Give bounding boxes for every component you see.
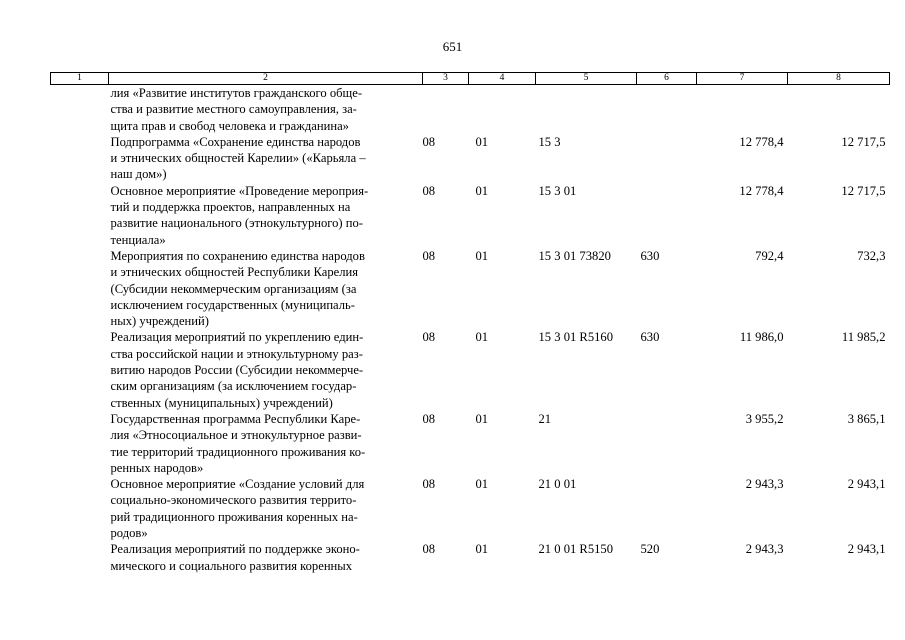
section-cell: 08 [422, 542, 436, 557]
section-cell: 08 [422, 477, 436, 492]
row-number-cell [51, 85, 109, 134]
row-name-line: (Субсидии некоммерческим организациям (за [110, 281, 357, 296]
amount-executed-cell [788, 85, 890, 134]
row-name-line: рий традиционного проживания коренных на- [110, 509, 358, 524]
row-name-cell [109, 411, 423, 476]
column-header-3: 3 [423, 73, 469, 85]
expense-type-cell: 520 [640, 542, 660, 557]
row-name-line: Основное мероприятие «Создание условий для [110, 477, 365, 492]
section-cell [423, 85, 469, 134]
row-number-cell [51, 134, 109, 183]
row-number-cell [51, 183, 109, 248]
row-name-line: лия «Развитие институтов гражданского обще- [110, 86, 363, 100]
amount-executed-cell: 732,3 [857, 248, 886, 263]
row-name-cell [109, 248, 423, 329]
budget-table [50, 72, 890, 574]
amount-approved-cell: 3 955,2 [745, 411, 784, 426]
row-name-line: тенциала» [110, 232, 166, 247]
subsection-cell [469, 85, 536, 134]
expense-type-cell [637, 183, 697, 248]
amount-approved-cell: 2 943,3 [745, 477, 784, 492]
amount-approved-cell: 792,4 [755, 248, 784, 263]
row-name-line: Реализация мероприятий по укреплению един- [110, 330, 364, 345]
expense-type-cell [637, 134, 697, 183]
row-name-cell [109, 476, 423, 541]
column-header-1: 1 [51, 73, 109, 85]
row-number-cell [51, 248, 109, 329]
target-code-cell: 21 0 01 R5150 [538, 542, 614, 557]
table-row [51, 541, 890, 574]
section-cell: 08 [422, 248, 436, 263]
table-header [51, 73, 890, 85]
expense-type-cell: 630 [640, 330, 660, 345]
section-cell: 08 [422, 183, 436, 198]
row-name-line: ственных (муниципальных) учреждений) [110, 395, 333, 410]
row-name-cell [109, 85, 423, 134]
section-cell: 08 [422, 411, 436, 426]
column-header-7: 7 [697, 73, 788, 85]
subsection-cell: 01 [475, 183, 489, 198]
subsection-cell: 01 [475, 330, 489, 345]
target-code-cell: 15 3 01 R5160 [538, 330, 614, 345]
section-cell: 08 [422, 134, 436, 149]
target-code-cell: 15 3 [538, 134, 561, 149]
target-code-cell: 21 0 01 [538, 477, 577, 492]
table-body [51, 85, 890, 574]
subsection-cell: 01 [475, 411, 489, 426]
row-name-line: ренных народов» [110, 460, 204, 475]
row-name-line: ных) учреждений) [110, 314, 209, 329]
row-number-cell [51, 329, 109, 410]
table-row [51, 248, 890, 329]
section-cell: 08 [422, 330, 436, 345]
column-number-row [51, 73, 890, 85]
row-name-line: Реализация мероприятий по поддержке эконо- [110, 542, 360, 557]
row-name-line: и этнических общностей Карелии» («Карьяла – [110, 151, 366, 166]
table-row [51, 85, 890, 134]
row-name-line: Подпрограмма «Сохранение единства народов [110, 134, 361, 149]
row-name-line: ства российской нации и этнокультурному раз- [110, 346, 363, 361]
row-name-line: развитие национального (этнокультурного) по- [110, 216, 363, 231]
column-header-6: 6 [637, 73, 697, 85]
amount-approved-cell: 2 943,3 [745, 542, 784, 557]
row-name-line: и этнических общностей Республики Карелия [110, 265, 359, 280]
row-name-line: тие территорий традиционного проживания ко- [110, 444, 366, 459]
expense-type-cell [637, 411, 697, 476]
column-header-2: 2 [109, 73, 423, 85]
amount-executed-cell: 3 865,1 [847, 411, 886, 426]
row-name-line: щита прав и свобод человека и гражданина» [110, 118, 349, 133]
amount-approved-cell: 12 778,4 [739, 134, 784, 149]
column-header-8: 8 [788, 73, 890, 85]
row-number-cell [51, 476, 109, 541]
row-name-line: ским организациям (за исключением государ- [110, 379, 357, 394]
row-name-line: наш дом») [110, 167, 167, 182]
row-name-line: мического и социального развития коренных [110, 558, 353, 573]
table-row [51, 411, 890, 476]
row-name-cell [109, 329, 423, 410]
subsection-cell: 01 [475, 248, 489, 263]
subsection-cell: 01 [475, 134, 489, 149]
table-row [51, 134, 890, 183]
table-row [51, 329, 890, 410]
column-header-4: 4 [469, 73, 536, 85]
amount-approved-cell: 12 778,4 [739, 183, 784, 198]
row-number-cell [51, 541, 109, 574]
amount-executed-cell: 12 717,5 [841, 134, 886, 149]
table-row [51, 183, 890, 248]
expense-type-cell [637, 476, 697, 541]
page-number: 651 [442, 39, 463, 54]
amount-executed-cell: 2 943,1 [847, 542, 886, 557]
target-code-cell: 21 [538, 411, 552, 426]
row-name-line: лия «Этносоциальное и этнокультурное разви- [110, 428, 362, 443]
amount-executed-cell: 11 985,2 [841, 330, 886, 345]
row-number-cell [51, 411, 109, 476]
row-name-cell [109, 183, 423, 248]
row-name-line: Государственная программа Республики Каре- [110, 411, 361, 426]
amount-approved-cell [697, 85, 788, 134]
row-name-line: Мероприятия по сохранению единства народов [110, 248, 365, 263]
amount-executed-cell: 12 717,5 [841, 183, 886, 198]
target-code-cell: 15 3 01 73820 [538, 248, 611, 263]
subsection-cell: 01 [475, 477, 489, 492]
row-name-line: ства и развитие местного самоуправления, за- [110, 102, 357, 117]
target-code-cell: 15 3 01 [538, 183, 577, 198]
expense-type-cell [637, 85, 697, 134]
row-name-line: родов» [110, 526, 148, 541]
row-name-line: тий и поддержка проектов, направленных на [110, 200, 351, 215]
row-name-line: витию народов России (Субсидии некоммерче- [110, 363, 364, 378]
column-header-5: 5 [536, 73, 637, 85]
target-code-cell [536, 85, 637, 134]
row-name-cell [109, 134, 423, 183]
row-name-line: социально-экономического развития террито- [110, 493, 357, 508]
subsection-cell: 01 [475, 542, 489, 557]
row-name-cell [109, 541, 423, 574]
table-row [51, 476, 890, 541]
expense-type-cell: 630 [640, 248, 660, 263]
row-name-line: исключением государственных (муниципаль- [110, 297, 355, 312]
row-name-line: Основное мероприятие «Проведение мероприя- [110, 183, 369, 198]
amount-approved-cell: 11 986,0 [739, 330, 784, 345]
amount-executed-cell: 2 943,1 [847, 477, 886, 492]
